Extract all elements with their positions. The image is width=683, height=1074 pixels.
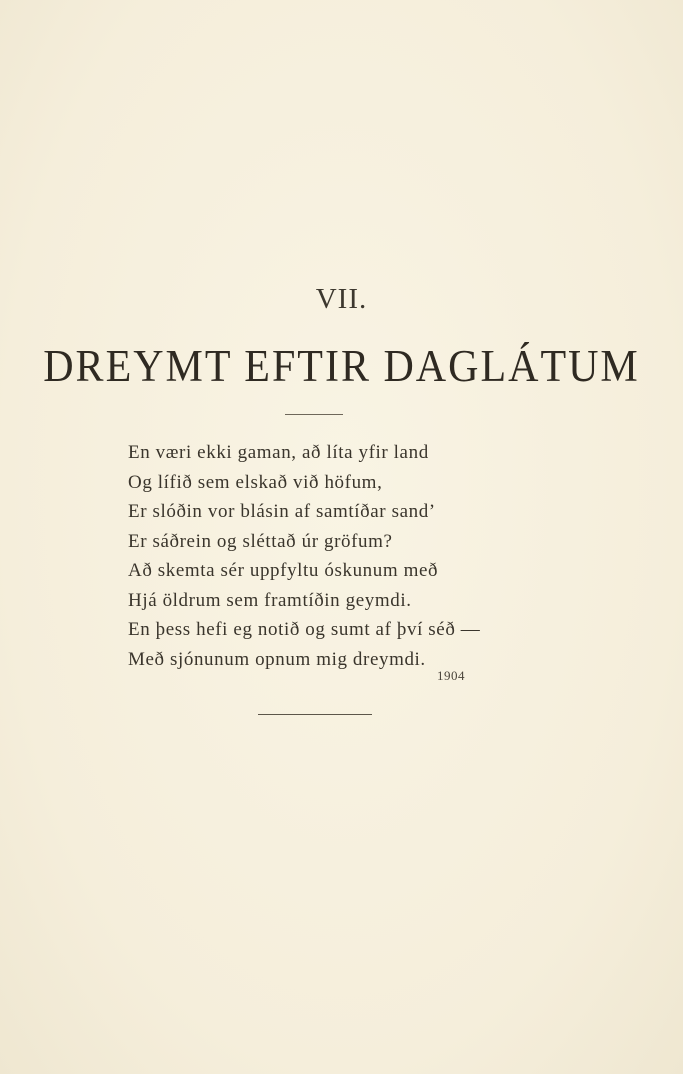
poem-line: En þess hefi eg notið og sumt af því séð — bbox=[128, 619, 481, 640]
poem-line: Að skemta sér uppfyltu óskunum með bbox=[128, 560, 439, 581]
poem-line: En væri ekki gaman, að líta yfir land bbox=[128, 442, 429, 463]
poem-line: Hjá öldrum sem framtíðin geymdi. bbox=[128, 589, 412, 611]
end-divider bbox=[258, 714, 372, 715]
poem-line: Með sjónunum opnum mig dreymdi. bbox=[128, 648, 426, 670]
poem-line: Er slóðin vor blásin af samtíðar sand’ bbox=[128, 501, 436, 522]
poem-year: 1904 bbox=[437, 668, 465, 683]
poem-title: DREYMT EFTIR DAGLÁTUM bbox=[43, 342, 640, 392]
poem-body bbox=[128, 438, 548, 674]
title-divider bbox=[285, 414, 343, 415]
poem-line: Er sáðrein og sléttað úr gröfum? bbox=[128, 530, 393, 552]
chapter-numeral: VII. bbox=[315, 283, 368, 315]
poem-line: Og lífið sem elskað við höfum, bbox=[128, 471, 383, 493]
